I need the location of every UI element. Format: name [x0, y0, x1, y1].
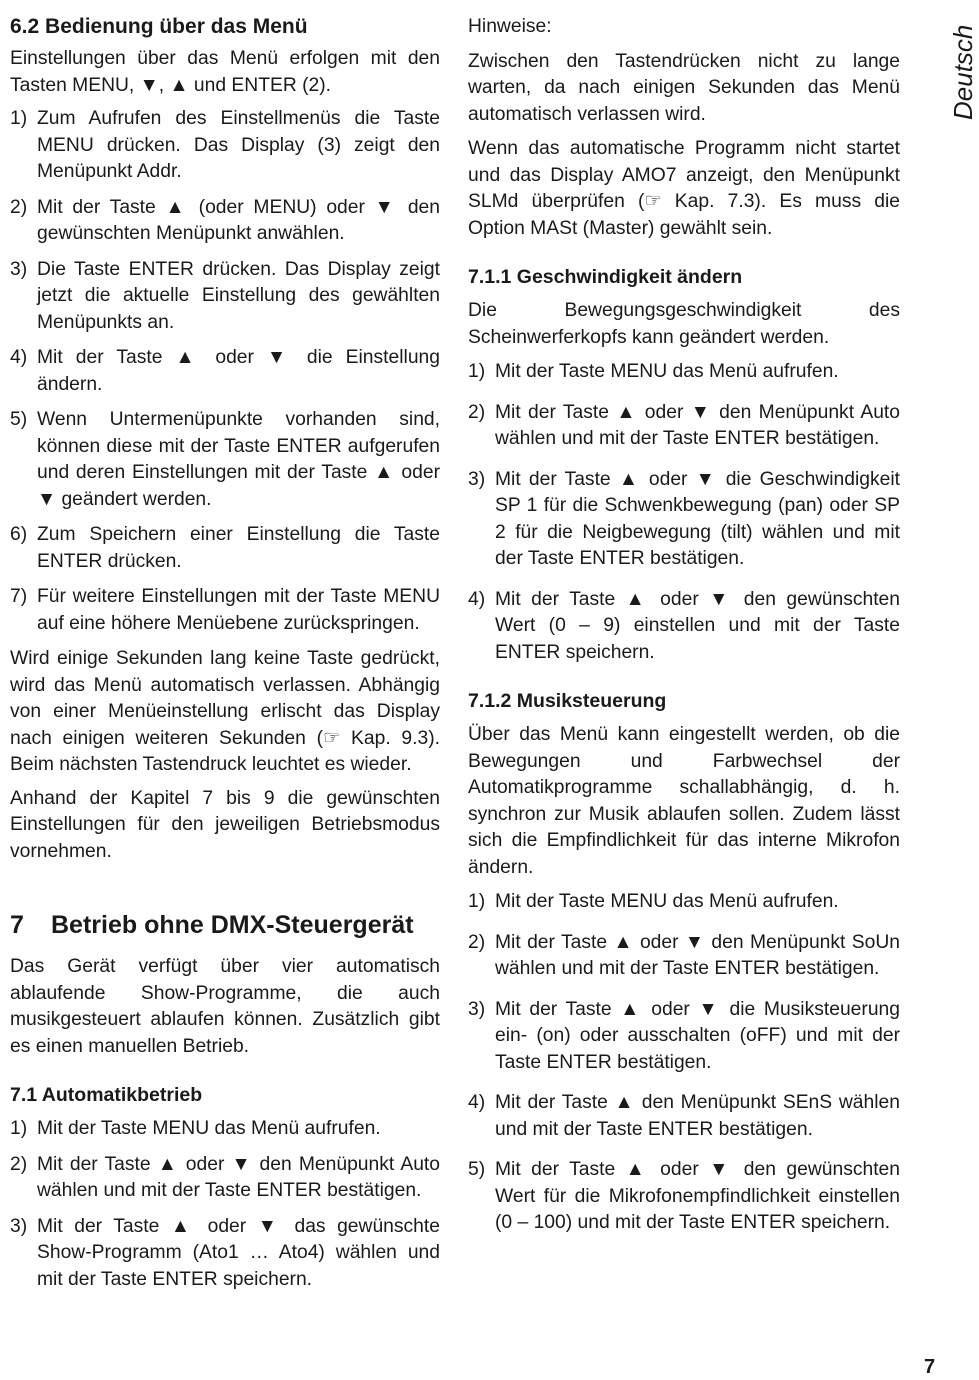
chapter-title: Betrieb ohne DMX-Steuergerät [51, 911, 414, 939]
music-steps-list [468, 889, 900, 1237]
list-item [10, 1152, 440, 1205]
list-item [468, 400, 900, 453]
chapter-reference-paragraph: Anhand der Kapitel 7 bis 9 die gewünschten Einstellungen für den jeweiligen Betriebsmodus vornehmen. [10, 787, 440, 862]
step-number: 5) [468, 1159, 486, 1180]
step-number: 2) [468, 401, 486, 423]
step-number: 1) [10, 108, 28, 129]
list-item [10, 1116, 440, 1143]
step-number: 4) [468, 588, 486, 610]
left-column [10, 14, 440, 1302]
list-item [10, 522, 440, 575]
list-item [468, 1157, 900, 1237]
section-7-1-2-heading: 7.1.2 Musiksteuerung [468, 690, 667, 712]
list-item [468, 467, 900, 573]
step-number: 4) [10, 347, 28, 368]
step-text: Mit der Taste ▲ oder ▼ den Menüpunkt Auto wählen und mit der Taste ENTER bestätigen. [37, 1153, 440, 1201]
note-paragraph: Wenn das automatische Programm nicht startet und das Display AMO7 anzeigt, den Menüpunkt SLMd überprüfen (☞ Kap. 7.3). Es muss die Option MASt (Master) gewählt sein. [468, 138, 900, 239]
step-text: Für weitere Einstellungen mit der Taste MENU auf eine höhere Menüebene zurückspringen. [37, 586, 440, 634]
notes-heading: Hinweise: [468, 16, 552, 37]
list-item [10, 407, 440, 513]
step-text: Mit der Taste ▲ oder ▼ den Menüpunkt SoUn wählen und mit der Taste ENTER bestätigen. [495, 931, 900, 979]
step-text: Mit der Taste MENU das Menü aufrufen. [495, 891, 839, 912]
section-7-1-1-heading: 7.1.1 Geschwindigkeit ändern [468, 266, 743, 288]
step-number: 3) [10, 258, 28, 280]
list-item [10, 584, 440, 637]
step-number: 3) [468, 468, 486, 490]
step-number: 2) [10, 196, 28, 218]
list-item [468, 930, 900, 983]
section-6-2-heading: 6.2 Bedienung über das Menü [10, 15, 308, 38]
step-number: 2) [10, 1153, 28, 1175]
list-item [10, 106, 440, 186]
step-number: 3) [468, 998, 486, 1020]
step-number: 5) [10, 409, 28, 430]
step-number: 3) [10, 1215, 28, 1237]
step-text: Mit der Taste ▲ (oder MENU) oder ▼ den gewünschten Menüpunkt anwählen. [37, 196, 440, 244]
step-number: 2) [468, 931, 486, 953]
step-text: Die Taste ENTER drücken. Das Display zeigt jetzt die aktuelle Einstellung des gewählten Menüpunkts an. [37, 258, 440, 333]
step-text: Mit der Taste ▲ oder ▼ die Musiksteuerung ein- (on) oder ausschalten (oFF) und mit der Taste ENTER bestätigen. [495, 998, 900, 1073]
step-text: Mit der Taste ▲ oder ▼ die Einstellung ändern. [37, 347, 440, 395]
step-text: Zum Aufrufen des Einstellmenüs die Taste MENU drücken. Das Display (3) zeigt den Menüpunkt Addr. [37, 108, 440, 182]
auto-mode-steps-list [10, 1116, 440, 1293]
step-text: Mit der Taste ▲ oder ▼ den gewünschten Wert für die Mikrofonempfindlichkeit einstellen (0 – 100) und mit der Taste ENTER speichern. [495, 1159, 900, 1233]
step-number: 6) [10, 524, 28, 545]
section-7-1-2-intro: Über das Menü kann eingestellt werden, ob die Bewegungen und Farbwechsel der Automatikprogramme schallabhängig, d. h. synchron zur Musik ablaufen sollen. Zudem lässt sich die Empfindlichkeit für das interne Mikrofon ändern. [468, 724, 900, 878]
section-7-1-heading: 7.1 Automatikbetrieb [10, 1084, 203, 1106]
step-text: Mit der Taste MENU das Menü aufrufen. [495, 361, 839, 382]
menu-timeout-paragraph: Wird einige Sekunden lang keine Taste gedrückt, wird das Menü automatisch verlassen. Abhängig von einer Menüeinstellung erlischt das Display nach einigen weiteren Sekunden (☞ Kap. 9.3). Beim nächsten Tastendruck leuchtet es wieder. [10, 648, 440, 775]
step-text: Mit der Taste ▲ oder ▼ die Geschwindigkeit SP 1 für die Schwenkbewegung (pan) oder SP 2 für die Neigbewegung (tilt) wählen und mit der Taste ENTER bestätigen. [495, 468, 900, 569]
step-text: Mit der Taste MENU das Menü aufrufen. [37, 1118, 381, 1139]
list-item [10, 257, 440, 337]
step-number: 7) [10, 586, 28, 607]
right-column [468, 14, 900, 1251]
step-number: 1) [468, 361, 486, 382]
step-text: Mit der Taste ▲ den Menüpunkt SEnS wählen und mit der Taste ENTER bestätigen. [495, 1092, 900, 1140]
chapter-7-intro: Das Gerät verfügt über vier automatisch ablaufende Show-Programme, die auch musikgesteuert ablaufen können. Zusätzlich gibt es einen manuellen Betrieb. [10, 956, 440, 1057]
list-item [10, 345, 440, 398]
speed-steps-list [468, 359, 900, 666]
step-text: Mit der Taste ▲ oder ▼ den Menüpunkt Auto wählen und mit der Taste ENTER bestätigen. [495, 401, 900, 449]
section-6-2-intro: Einstellungen über das Menü erfolgen mit den Tasten MENU, ▼, ▲ und ENTER (2). [10, 48, 440, 96]
list-item [10, 195, 440, 248]
list-item [468, 359, 900, 386]
language-side-tab [918, 10, 978, 130]
list-item [468, 1090, 900, 1143]
step-number: 1) [468, 891, 486, 912]
list-item [10, 1214, 440, 1294]
language-label: Deutsch [948, 24, 978, 120]
step-text: Mit der Taste ▲ oder ▼ das gewünschte Show-Programm (Ato1 … Ato4) wählen und mit der Taste ENTER speichern. [37, 1215, 440, 1290]
chapter-7-heading [10, 909, 440, 942]
menu-steps-list [10, 106, 440, 637]
chapter-number: 7 [10, 911, 24, 939]
page-number: 7 [924, 1356, 936, 1378]
list-item [468, 997, 900, 1077]
step-text: Wenn Untermenüpunkte vorhanden sind, können diese mit der Taste ENTER aufgerufen und deren Einstellungen mit der Taste ▲ oder ▼ geändert werden. [37, 409, 440, 510]
step-text: Zum Speichern einer Einstellung die Taste ENTER drücken. [37, 524, 440, 572]
note-paragraph: Zwischen den Tastendrücken nicht zu lange warten, da nach einigen Sekunden das Menü automatisch verlassen wird. [468, 50, 900, 125]
list-item [468, 587, 900, 667]
list-item [468, 889, 900, 916]
step-number: 4) [468, 1092, 486, 1113]
step-text: Mit der Taste ▲ oder ▼ den gewünschten Wert (0 – 9) einstellen und mit der Taste ENTER speichern. [495, 588, 900, 663]
step-number: 1) [10, 1118, 28, 1139]
section-7-1-1-intro: Die Bewegungsgeschwindigkeit des Scheinwerferkopfs kann geändert werden. [468, 300, 900, 348]
